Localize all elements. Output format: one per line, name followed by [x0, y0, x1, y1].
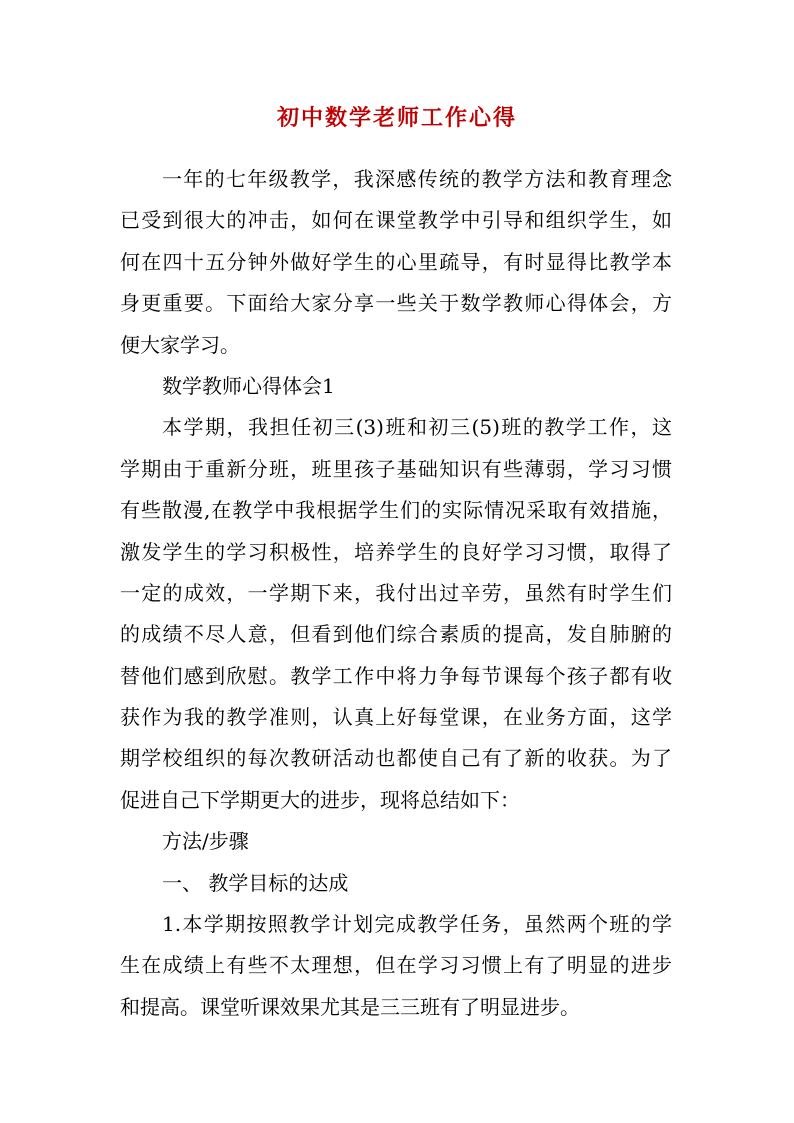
text-line: 学期由于重新分班，班里孩子基础知识有些薄弱，学习习惯	[120, 456, 672, 481]
text-line: 1.本学期按照教学计划完成教学任务，虽然两个班的学	[162, 912, 672, 937]
text-line: 生在成绩上有些不太理想，但在学习习惯上有了明显的进步	[120, 953, 672, 978]
text-line: 便大家学习。	[120, 332, 240, 357]
text-line: 一定的成效，一学期下来，我付出过辛劳，虽然有时学生们	[120, 580, 672, 605]
page-title: 初中数学老师工作心得	[276, 105, 517, 131]
text-line: 何在四十五分钟外做好学生的心里疏导，有时显得比教学本	[120, 249, 672, 274]
text-line: 促进自己下学期更大的进步，现将总结如下：	[120, 787, 520, 812]
text-line: 数学教师心得体会1	[162, 373, 335, 398]
text-line: 一、 教学目标的达成	[162, 870, 349, 895]
subheading-teaching-goals	[120, 863, 672, 904]
paragraph-point-1	[120, 904, 672, 1028]
text-line: 本学期，我担任初三(3)班和初三(5)班的教学工作，这	[162, 415, 672, 440]
text-line: 有些散漫,在教学中我根据学生们的实际情况采取有效措施，	[120, 498, 672, 523]
text-line: 一年的七年级教学，我深感传统的教学方法和教育理念	[162, 167, 672, 191]
text-line: 获作为我的教学准则，认真上好每堂课，在业务方面，这学	[120, 705, 672, 730]
paragraph-intro	[120, 159, 672, 366]
text-line: 和提高。课堂听课效果尤其是三三班有了明显进步。	[120, 994, 580, 1019]
document-body	[120, 159, 672, 1028]
text-line: 激发学生的学习积极性，培养学生的良好学习习惯，取得了	[120, 539, 672, 564]
text-line: 替他们感到欣慰。教学工作中将力争每节课每个孩子都有收	[120, 663, 672, 688]
method-heading	[120, 821, 672, 862]
text-line: 的成绩不尽人意，但看到他们综合素质的提高，发自肺腑的	[120, 622, 672, 647]
paragraph-summary	[120, 407, 672, 821]
text-line: 身更重要。下面给大家分享一些关于数学教师心得体会，方	[120, 291, 672, 316]
text-line: 期学校组织的每次教研活动也都使自己有了新的收获。为了	[120, 746, 672, 771]
section-heading	[120, 366, 672, 407]
text-line: 已受到很大的冲击，如何在课堂教学中引导和组织学生，如	[120, 208, 672, 233]
text-line: 方法/步骤	[162, 829, 249, 854]
